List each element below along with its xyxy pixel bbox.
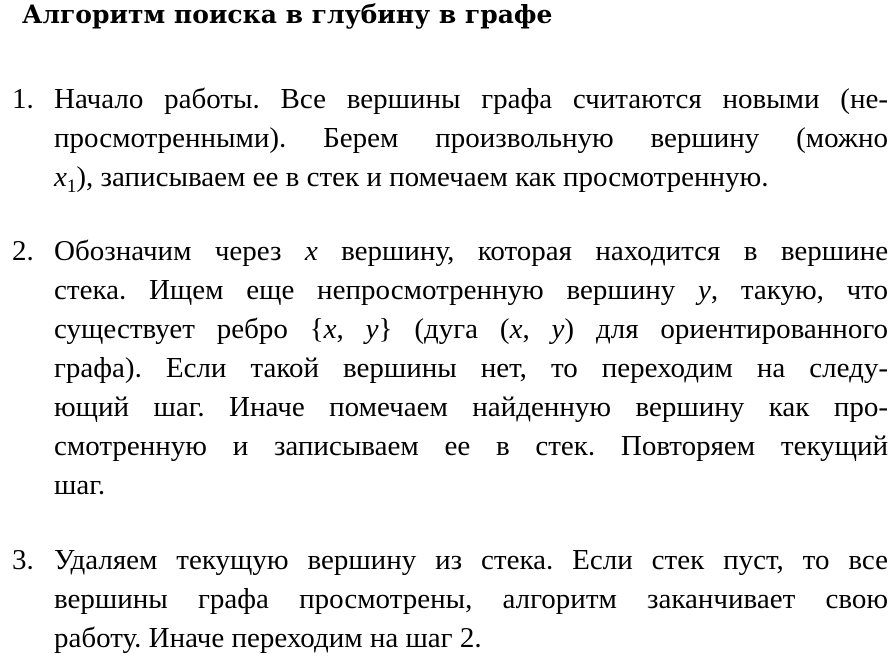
text-line: Удаляем текущую вершину из стека. Если стек пуст, то все	[54, 544, 888, 576]
list-item-number: 1.	[12, 83, 34, 115]
text-line: просмотренными). Берем произвольную вершину (можно	[54, 122, 888, 154]
text-line: существует ребро {x, y} (дуга (x, y) для ориентированного	[54, 313, 888, 345]
text-line: Начало работы. Все вершины графа считаются новыми (не-	[54, 83, 888, 115]
list-item-text	[54, 80, 888, 197]
text-line: вершины графа просмотрены, алгоритм заканчивает свою	[54, 583, 888, 615]
list-item-number: 2.	[12, 235, 34, 267]
page-title: Алгоритм поиска в глубину в графе	[22, 0, 553, 29]
text-line: работу. Иначе переходим на шаг 2.	[54, 622, 482, 654]
text-line: графа). Если такой вершины нет, то переходим на следу-	[54, 352, 888, 384]
list-item-text	[54, 232, 888, 505]
text-line: смотренную и записываем ее в стек. Повторяем текущий	[54, 430, 888, 462]
list-item-text	[54, 541, 888, 658]
text-line: $x_1$), записываем ее в стек и помечаем как просмотренную.	[54, 161, 769, 197]
text-line: ющий шаг. Иначе помечаем найденную вершину как про-	[54, 391, 888, 423]
text-line: стека. Ищем еще непросмотренную вершину y, такую, что	[54, 274, 888, 306]
text-line: шаг.	[54, 469, 106, 501]
text-line: Обозначим через x вершину, которая находится в вершине	[54, 235, 889, 267]
list-item-number: 3.	[12, 544, 34, 576]
